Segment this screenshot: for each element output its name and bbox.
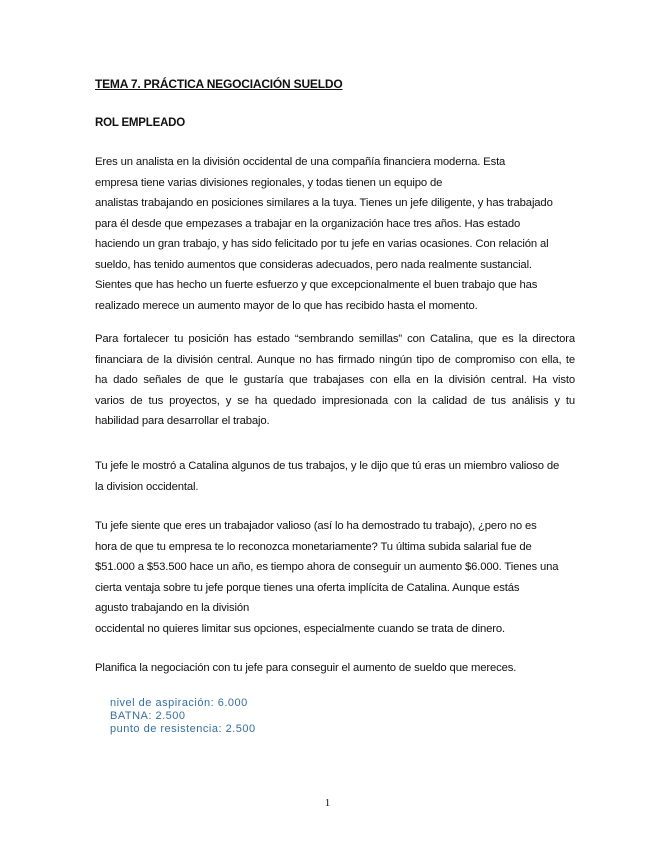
text-line: ha dado señales de que le gustaría que trabajases con ella en la división central. Ha visto [95, 374, 575, 386]
text-line: $51.000 a $53.500 hace un año, es tiempo ahora de conseguir un aumento $6.000. Tienes una [95, 561, 559, 573]
text-line: Eres un analista en la división occidental de una compañía financiera moderna. Esta [95, 156, 506, 168]
text-line: Tu jefe siente que eres un trabajador valioso (así lo ha demostrado tu trabajo), ¿pero no es [95, 520, 537, 532]
resistance-point: punto de resistencia: 2.500 [110, 723, 256, 735]
text-line: Tu jefe le mostró a Catalina algunos de tus trabajos, y le dijo que tú eras un miembro valioso de [95, 460, 560, 472]
text-line: sueldo, has tenido aumentos que consideras adecuados, pero nada realmente sustancial. [95, 258, 532, 271]
paragraph-instruction [95, 658, 575, 679]
text-line: Sientes que has hecho un fuerte esfuerzo y que excepcionalmente el buen trabajo que has [95, 279, 538, 291]
document-title: TEMA 7. PRÁCTICA NEGOCIACIÓN SUELDO [95, 77, 343, 91]
text-line: habilidad para desarrollar el trabajo. [95, 415, 270, 427]
text-line: occidental no quieres limitar sus opciones, especialmente cuando se trata de dinero. [95, 622, 506, 635]
paragraph-catalina [95, 329, 575, 432]
text-line: financiara de la división central. Aunque no has firmado ningún tipo de compromiso con ella, te [95, 353, 575, 366]
text-line: haciendo un gran trabajo, y has sido felicitado por tu jefe en varias ocasiones. Con relación al [95, 238, 549, 250]
paragraph-situation [95, 152, 575, 316]
text-line: analistas trabajando en posiciones similares a la tuya. Tienes un jefe diligente, y has trabajado [95, 197, 553, 209]
text-line: varios de tus proyectos, y se ha quedado impresionada con la calidad de tus análisis y tu [95, 394, 575, 407]
negotiation-targets [110, 697, 256, 736]
aspiration-level: nivel de aspiración: 6.000 [110, 697, 248, 709]
text-line: agusto trabajando en la división [95, 602, 250, 614]
text-line: la division occidental. [95, 480, 199, 493]
text-line: empresa tiene varias divisiones regionales, y todas tienen un equipo de [95, 176, 443, 189]
text-line: cierta ventaja sobre tu jefe porque tienes una oferta implícita de Catalina. Aunque estás [95, 581, 520, 594]
paragraph-raise [95, 516, 575, 639]
batna-value: BATNA: 2.500 [110, 710, 186, 722]
text-line: hora de que tu empresa te lo reconozca monetariamente? Tu última subida salarial fue de [95, 540, 532, 553]
page-number: 1 [324, 797, 331, 809]
text-line: Para fortalecer tu posición has estado “sembrando semillas” con Catalina, que es la directora [95, 333, 575, 345]
text-line: Planifica la negociación con tu jefe para conseguir el aumento de sueldo que mereces. [95, 662, 517, 674]
role-heading: ROL EMPLEADO [95, 117, 186, 129]
paragraph-boss-showed [95, 456, 575, 497]
text-line: para él desde que empezases a trabajar en la organización hace tres años. Has estado [95, 217, 521, 230]
text-line: realizado merece un aumento mayor de lo que has recibido hasta el momento. [95, 299, 478, 312]
